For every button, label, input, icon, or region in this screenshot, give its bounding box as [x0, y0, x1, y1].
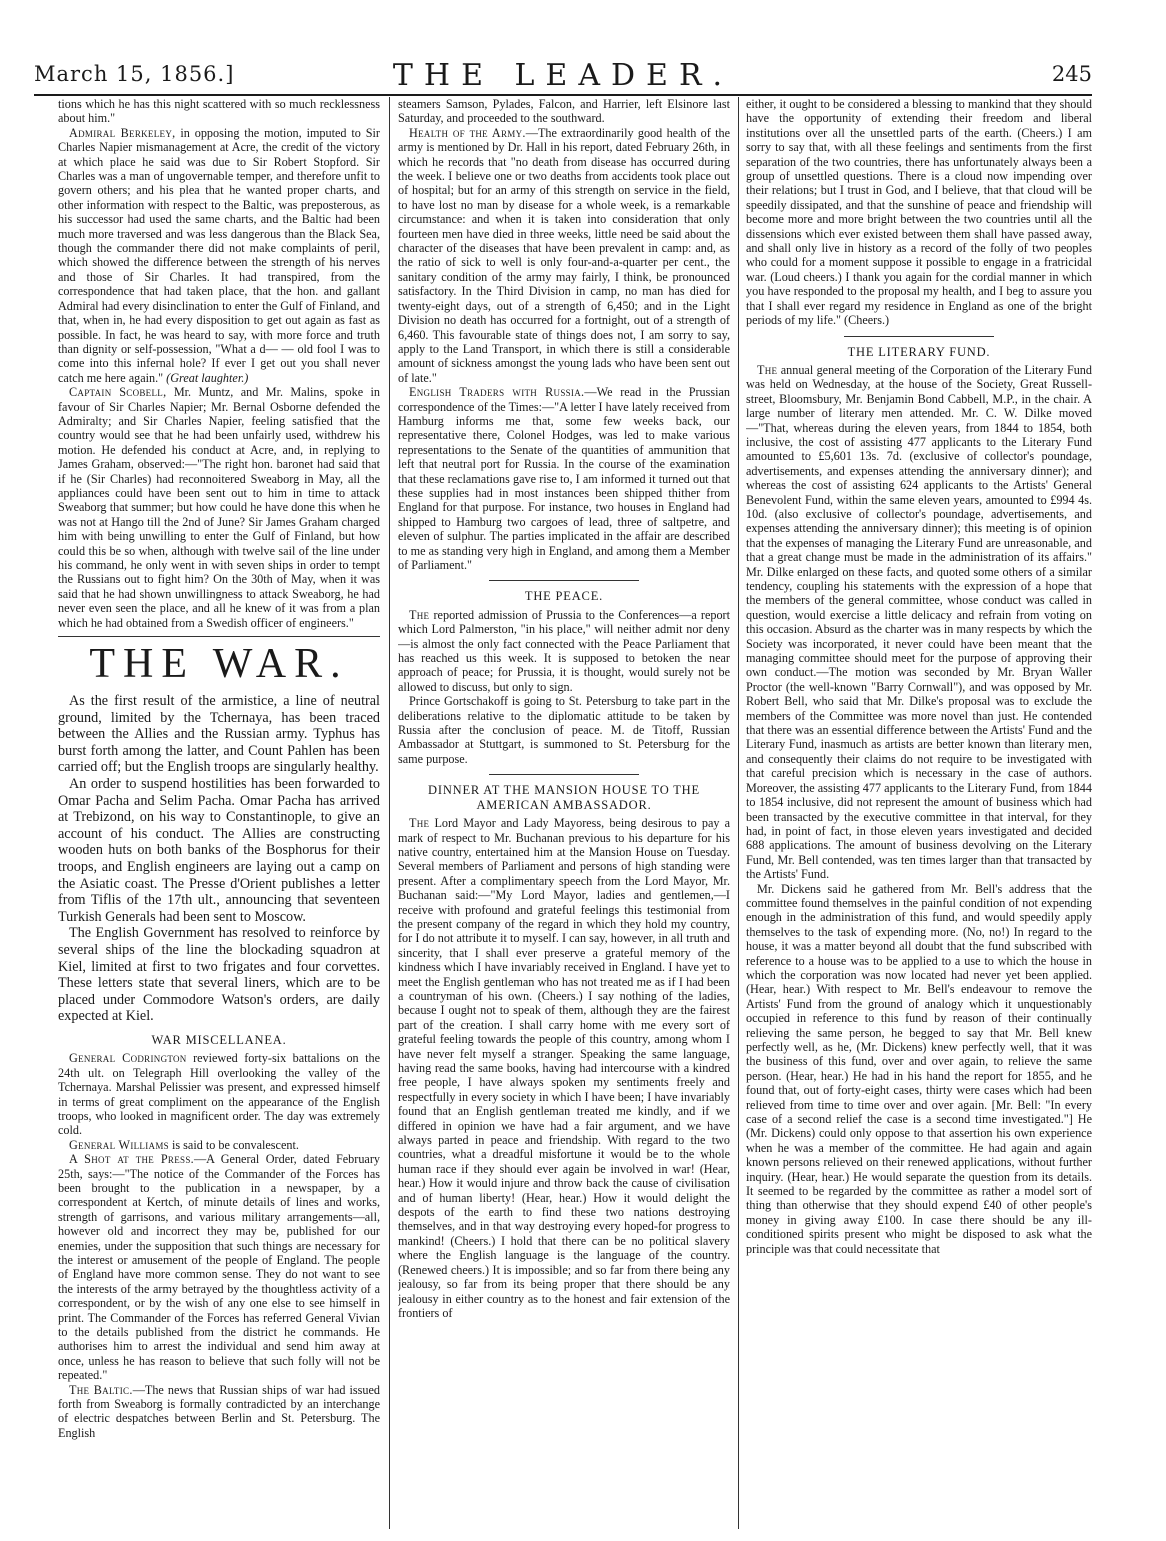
paragraph — [398, 816, 730, 1320]
column-1 — [58, 97, 380, 1529]
paragraph-lead: The — [757, 362, 778, 377]
paragraph — [58, 1152, 380, 1383]
page-number: 245 — [1051, 62, 1092, 86]
paragraph-text: —We read in the Prussian correspondence of the Times:—"A letter I have lately received from Hamburg informs me that, some few weeks back, our representative there, Colonel Hodges, was led to make various representations to the Senate of the quantities of ammunition that left that neutral port for Russia. In the course of the examination that these reclamations gave rise to, I am informed it turned out that these supplies had in most instances been shipped thither from England for that purpose. For instance, two houses in England had shipped to Hamburg two cargoes of lead, three of saltpetre, and eleven of sulphur. The parties implicated in the affair are described to me as standing very high in England, and among them a Member of Parliament." — [398, 385, 730, 572]
paragraph-text: Mr. Muntz, and Mr. Malins, spoke in favour of Sir Charles Napier; Mr. Bernal Osborne defended the Admiralty; and Sir Charles Napier, feeling satisfied that the country would see that he had been unfairly used, withdrew his motion. He defended his conduct at Acre, and, in replying to James Graham, observed:—"The right hon. baronet had said that if he (Sir Charles) had reconnoitered Sweaborg in May, all the appliances could have been sent out to him in time to attack Sweaborg that summer; but how could he have done this when he was not at Hango till the 2nd of June? Sir James Graham charged him with being unwilling to enter the Gulf of Finland, but how could this be so when, although with twelve sail of the line under his command, he only went in with seven ships in order to tempt the Russians out to fight him? On the 30th of May, when it was said that he had shown unwillingness to attack Sweaborg, he had never even seen the place, and all he knew of it was from a plan which he had obtained from a Swedish officer of engineers." — [58, 385, 380, 630]
paragraph-lead: Health of the Army. — [409, 125, 526, 140]
paragraph-lead: English Traders with Russia. — [409, 385, 585, 400]
issue-date: March 15, 1856.] — [34, 62, 235, 86]
paragraph-lead: The Baltic. — [69, 1382, 133, 1397]
paragraph: Mr. Dickens said he gathered from Mr. Bell's address that the committee found themselves in the painful condition of not expending enough in the administration of this fund, and would speedily apply themselves to the task of expending more. (No, no!) In regard to the house, it was a matter beyond all doubt that the fund subscribed with reference to a house was to be applied to a use to which the house in which the corporation was now located had never yet been applied. (Hear, hear.) With respect to Mr. Bell's endeavour to remove the Artists' Fund from the ground of analogy which it unquestionably occupied in reference to this fund by reason of their continually relieving the same person, he begged to say that Mr. Bell knew perfectly well, as he, (Mr. Dickens) knew perfectly well, that it was the business of this fund, over and over again, to relieve the same person. (Hear, hear.) He had in his hand the report for 1855, and he found that, out of forty-eight cases, thirty were cases which had been relieved from time to time over and over again. [Mr. Bell: "In every case of a second relief the case is a second time investigated."] He (Mr. Dickens) could only oppose to that assertion his own experience when he was a member of the committee. He had again and again known persons relieved on their renewed applications, without further inquiry. (Hear, hear.) He would separate the question from its details. It seemed to be regarded by the committee as rather a model sort of thing than otherwise that they should expend £40 of other people's money in giving away £100. In case there should be any ill-conditioned spirits present who might be disposed to ask what the principle was that could necessitate that — [746, 881, 1092, 1256]
section-heading-the-peace: THE PEACE. — [524, 589, 604, 604]
paragraph — [398, 385, 730, 572]
paragraph — [746, 363, 1092, 882]
paragraph: Prince Gortschakoff is going to St. Petersburg to take part in the deliberations relative to the diplomatic attitude to be taken by Russia after the conclusion of peace. M. de Titoff, Russian Ambassador at Stuttgart, is summoned to St. Petersburg for the same purpose. — [398, 694, 730, 766]
paragraph — [58, 1051, 380, 1137]
paragraph — [58, 385, 380, 630]
paragraph-lead: Admiral Berkeley, — [69, 125, 176, 140]
paragraph-text: Lord Mayor and Lady Mayoress, being desirous to pay a mark of respect to Mr. Buchanan previous to his departure for his native country, entertained him at the Mansion House on Tuesday. Several members of Parliament and persons of high standing were present. After a complimentary speech from the Lord Mayor, Mr. Buchanan said:—"My Lord Mayor, ladies and gentlemen,—I receive with profound and grateful feelings this testimonial from the present company of the regard in which they hold my country, for I do not attribute it to myself. I can say, however, in all truth and sincerity, that I shall ever preserve a grateful memory of the kindness which I have invariably received in England. I have yet to meet the English gentleman who has not treated me as if I had been a countryman of his own. (Cheers.) I say nothing of the ladies, because I ought not to speak of them, although they are the fairest part of the creation. I shall carry home with me every sort of grateful feeling towards the people of this country, among whom I have never felt myself a stranger. Speaking the same language, having read the same books, having had intercourse with a kindred free people, I have always spoken my sentiments freely and respectfully in every society in which I have been; I have invariably found that an English gentleman treated me kindly, and if we differed in opinion we have had a fair argument, and we have always parted in peace and friendship. With regard to the two countries, what a dreadful misfortune it would be to the whole human race if they should ever again be involved in war! (Hear, hear.) How it would injure and throw back the cause of civilisation and of human liberty! (Hear, hear.) How it would delight the despots of the earth to find these two nations destroying themselves, and in that way destroying every hoped-for progress to mankind! (Cheers.) I hold that there can be no political slavery where the English language is the language of the country. (Renewed cheers.) It is impossible; and so far from there being any jealousy, so far from its being proper that there should be any jealousy in either country as to the honest and fair extension of the frontiers of — [398, 816, 730, 1320]
paragraph — [58, 126, 380, 385]
paragraph — [58, 1138, 380, 1152]
section-rule — [489, 580, 639, 581]
paragraph-lead: General Williams — [69, 1137, 169, 1152]
paragraph-text: is said to be convalescent. — [168, 1137, 299, 1152]
paragraph-text: reviewed forty-six battalions on the 24th ult. on Telegraph Hill overlooking the valley of the Tchernaya. Marshal Pelissier was present, and expressed himself in terms of great compliment on the appearance of the English troops, who looked in magnificent order. The day was extremely cold. — [58, 1051, 380, 1138]
paragraph-text: —The extraordinarily good health of the army is mentioned by Dr. Hall in his report, dated February 26th, in which he records that "no death from disease has occurred during the week. I believe one or two deaths from accidents took place out of hospital; but for an army of this strength on service in the field, to have lost no man by disease for a whole week, is a remarkable circumstance: and when it is taken into consideration that only fourteen men have died in three weeks, little need be said about the character of the diseases that have been prevalent in camp: and, as the ratio of sick to well is only four-and-a-quarter per cent., the sanitary condition of the army may fairly, I think, be pronounced satisfactory. In the Third Division in camp, no man has died for twenty-eight days, out of a strength of 6,450; and in the Light Division no death has occurred for a fortnight, out of a strength of 6,460. This favourable state of things does not, I am sorry to say, apply to the Land Transport, in which there is still a considerable amount of sickness amongst the young lads who have been sent out of late." — [398, 125, 730, 385]
paragraph: steamers Samson, Pylades, Falcon, and Harrier, left Elsinore last Saturday, and proceeded to the southward. — [398, 97, 730, 126]
paragraph-text: reported admission of Prussia to the Conferences—a report which Lord Palmerston, "in his place," will neither admit nor deny—is almost the only fact connected with the Peace Parliament that has reached us this week. It is supposed to betoken the near approach of peace; for Prussia, it is thought, would surely not be allowed to discuss, but only to sign. — [398, 607, 730, 694]
paragraph-text: —The news that Russian ships of war had issued forth from Sweaborg is formally contradicted by an interchange of electric despatches between Berlin and St. Petersburg. The English — [58, 1382, 380, 1440]
masthead-rule — [34, 94, 1092, 96]
section-rule — [844, 336, 994, 337]
column-3 — [746, 97, 1092, 1529]
column-divider — [389, 97, 390, 1529]
section-rule — [489, 774, 639, 775]
section-heading-dinner: DINNER AT THE MANSION HOUSE TO THE AMERICAN AMBASSADOR. — [428, 783, 700, 812]
war-summary — [58, 693, 380, 1025]
paragraph-lead: The — [409, 607, 430, 622]
paragraph-lead: General Codrington — [69, 1051, 187, 1066]
paragraph: tions which he has this night scattered with so much recklessness about him." — [58, 97, 380, 126]
paragraph-text: annual general meeting of the Corporation of the Literary Fund was held on Wednesday, at the house of the Society, Great Russell-street, Bloomsbury, Mr. Benjamin Bond Cabbell, M.P., in the chair. A large number of literary men attended. Mr. C. W. Dilke moved—"That, whereas during the eleven years, from 1844 to 1854, both inclusive, the cost of assisting 477 applicants to the Literary Fund amounted to £5,601 13s. 7d. (exclusive of collector's poundage, advertisements, and expenses attending the anniversary dinner); and whereas the cost of assisting 624 applicants to the Artists' General Benevolent Fund, within the same eleven years, amounted to £994 4s. 10d. (also exclusive of collector's poundage, advertisements, and expenses attending the anniversary dinner); this meeting is of opinion that the expenses of managing the Literary Fund are unreasonable, and that a great change must be made in the administration of its affairs." Mr. Dilke enlarged on these facts, and quoted some others of a similar tendency, coupling his statements with the expression of a hope that the members of the general committee, whose conduct was called in question, would exercise a little delicacy and refrain from voting on this occasion. Absurd as the charter was in many respects by which the Society was incorporated, it never could have been meant that the managing committee should meet for the purpose of approving their own conduct.—The motion was seconded by Mr. Bryan Waller Proctor (the well-known "Barry Cornwall"), and was opposed by Mr. Robert Bell, who said that Mr. Dilke's proposal was to exclude the members of the Committee was more novel than just. He contended that there was an essential difference between the Artists' Fund and the Literary Fund, inasmuch as artists are better known than literary men, and consequently their claims do not require to be investigated with that careful precision which is necessary in the case of authors. Moreover, the assisting 477 applicants to the Literary Fund, from 1844 to 1854 inclusive, did not represent the amount of business which had been transacted by the executive committee in that interval, for they had, in point of fact, in those eleven years investigated and decided 688 applications. The amount of business devolving on the Literary Fund, Mr. Bell contended, was ten times larger than that transacted by the Artists' Fund. — [746, 362, 1092, 882]
paragraph — [398, 608, 730, 694]
paragraph-lead: Captain Scobell, — [69, 385, 167, 400]
paragraph-lead: The — [409, 816, 430, 831]
interjection: (Great laughter.) — [166, 370, 249, 385]
section-title-the-war: THE WAR. — [89, 641, 349, 688]
newspaper-title: THE LEADER. — [392, 58, 734, 93]
section-heading-literary-fund: THE LITERARY FUND. — [847, 344, 991, 359]
paragraph-lead: A Shot at the Press. — [69, 1152, 194, 1167]
paragraph — [58, 1383, 380, 1441]
paragraph: The English Government has resolved to reinforce by several ships of the line the blockading squadron at Kiel, limited at first to two frigates and four corvettes. These letters state that several liners, which are to be placed under Commodore Watson's orders, are daily expected at Kiel. — [58, 925, 380, 1025]
masthead — [34, 58, 1092, 94]
section-heading-war-miscellanea: WAR MISCELLANEA. — [151, 1032, 287, 1047]
paragraph — [398, 126, 730, 385]
column-2 — [398, 97, 730, 1529]
section-rule — [58, 636, 380, 637]
paragraph: either, it ought to be considered a blessing to mankind that they should have the opportunity of extending their freedom and liberal institutions over all the unsettled parts of the earth. (Cheers.) I am sorry to say that, with all these feelings and sentiments from the first separation of the two countries, there has unfortunately always been a group of unsettled questions. There is a cloud now impending over their relations; but I trust in God, and I believe, that that cloud will be speedily dissipated, and that the sunshine of peace and friendship will become more and more bright between the two countries until all the dissensions which ever existed between them shall have passed away, and shall only live in history as a record of the folly of two peoples who could for a moment suppose it possible to engage in a fratricidal war. (Loud cheers.) I thank you again for the cordial manner in which you have responded to the proposal my health, and I beg to assure you that I shall ever regard my residence in England as one of the bright periods of my life." (Cheers.) — [746, 97, 1092, 328]
column-divider — [738, 97, 739, 1529]
paragraph: As the first result of the armistice, a line of neutral ground, limited by the Tchernaya, has been traced between the Allies and the Russian army. Typhus has burst forth among the latter, and Count Pahlen has been carried off; but the English troops are singularly healthy. — [58, 693, 380, 776]
paragraph-text: —A General Order, dated February 25th, says:—"The notice of the Commander of the Forces has been brought to the publication in a newspaper, by a correspondent at Kertch, of minute details of lines and works, strength of garrisons, and various military arrangements—all, however old and incorrect they may be, published for our enemies, under the supposition that such things are necessary for the interest or amusement of the people of England. The people of England have more common sense. They do not want to see the interests of the army betrayed by the thoughtless activity of a correspondent, or by the wish of any one else to see himself in print. The Commander of the Forces has referred General Vivian to the details published from the district he commands. He authorises him to arrest the individual and send him away at once, unless he has reason to believe that such folly will not be repeated." — [58, 1152, 380, 1383]
paragraph-text: in opposing the motion, imputed to Sir Charles Napier mismanagement at Acre, the credit of the victory at which place he said was due to Sir Robert Stopford. Sir Charles was a man of ungovernable temper, and therefore unfit to govern others; and his plea that he wanted proper charts, and other information with respect to the Baltic, was preposterous, as his successor had used the same charts, and the Baltic had been much more traversed and was less dangerous than the Black Sea, though the commander there did not make complaints of peril, which showed the difference between the strength of his nerves and those of Sir Charles. It had transpired, from the correspondence that had taken place, that the hon. and gallant Admiral had every disinclination to enter the Gulf of Finland, and that, when in, he had every disposition to get out again as fast as possible. In fact, he was heard to say, with more force and truth than dignity or self-possession, "What a d— — old fool I was to come into this infernal hole? If ever I get out you shall never catch me here again." — [58, 125, 380, 385]
paragraph: An order to suspend hostilities has been forwarded to Omar Pacha and Selim Pacha. Omar Pacha has arrived at Trebizond, on his way to Constantinople, to give an account of his conduct. The Allies are constructing wooden huts on both banks of the Bosphorus for their troops, and English engineers are laying out a camp on the Asiatic coast. The Presse d'Orient publishes a letter from Tiflis of the 17th ult., announcing that seventeen Turkish Generals had been sent to Moscow. — [58, 776, 380, 925]
